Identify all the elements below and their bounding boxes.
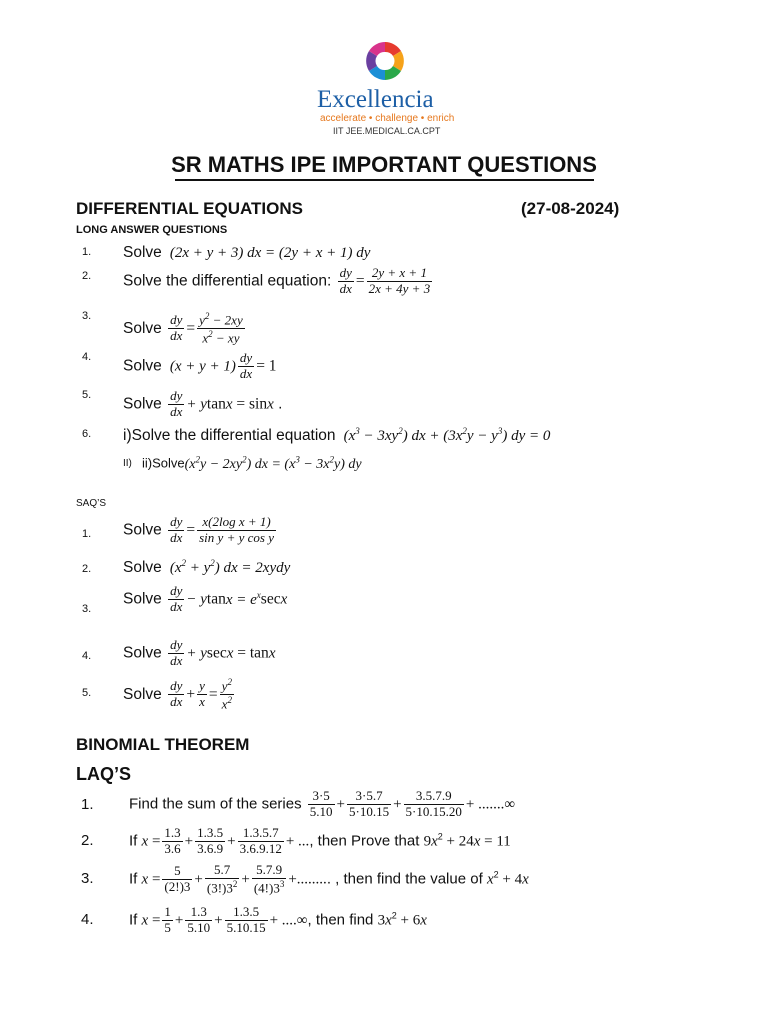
q6-text: i)Solve the differential equation (123, 427, 336, 444)
q-number: 2. (82, 270, 92, 282)
question-3: Solve $\frac{dy}{dx}$ = $\frac{y^2 - 2xy}{x^2 - xy}$ (123, 311, 243, 346)
if-label: If (129, 832, 138, 850)
solve-label: Solve (123, 319, 162, 337)
question-1: Solve (2x + y + 3) dx = (2y + x + 1) dy (123, 244, 371, 261)
q-number: 1. (82, 246, 92, 258)
logo (310, 40, 460, 140)
logo-sub: IIT JEE.MEDICAL.CA.CPT (333, 126, 441, 136)
question-5: Solve $\frac{dy}{dx}$ + ytanx = sinx . (123, 388, 283, 419)
solve-label: Solve (123, 244, 162, 261)
q-number: 4. (81, 911, 94, 928)
section-title-binomial: BINOMIAL THEOREM (76, 735, 250, 754)
logo-swirl-icon (364, 40, 406, 82)
logo-tagline: accelerate • challenge • enrich (320, 113, 455, 124)
q2-text: Solve the differential equation: (123, 272, 332, 290)
saq-question-2: Solve $(x^2 + y^2)$ dx = 2xydy (123, 558, 291, 576)
solve-label: Solve (123, 590, 162, 608)
binomial-question-3: If x = $\frac{5}{(2!)3}$ + $\frac{5.7}{(3!)3^2}$ + $\frac{5.7.9}{(4!)3^3}$ +......... , then find the value of $x^2 + 4x$ (129, 862, 529, 896)
laq-subtitle: LONG ANSWER QUESTIONS (76, 224, 228, 236)
solve-label: Solve (123, 357, 162, 375)
q2-text: , then Prove that (309, 832, 420, 850)
q6b-text: ii)Solve (142, 455, 185, 471)
binomial-question-2: If x = $\frac{1.3}{3.6}$ + $\frac{1.3.5}{3.6.9}$ + $\frac{1.3.5.7}{3.6.9.12}$ + ..., then Prove that $9x^2 + 24x = 11$ (129, 825, 511, 856)
binomial-question-1: Find the sum of the series $\frac{3\cdot 5}{5.10}$ + $\frac{3\cdot 5.7}{5\cdot 10.15}$ + $\frac{3.5.7.9}{5\cdot 10.15.20}$ + .......∞ (129, 788, 516, 819)
solve-label: Solve (123, 521, 162, 539)
q-number: 3. (81, 870, 94, 887)
section-date: (27-08-2024) (521, 199, 620, 218)
solve-label: Solve (123, 395, 162, 413)
question-6b: $ii)Solve(x^2y - 2xy^2)$ dx = $(x^3 - 3x^2y)$ dy (142, 454, 362, 472)
q-number: 6. (82, 428, 92, 440)
saq-title: SAQ’S (76, 498, 107, 509)
laq-title: LAQ’S (76, 764, 132, 784)
saq-question-5: Solve $\frac{dy}{dx}$ + $\frac{y}{x}$ = $\frac{y^2}{x^2}$ (123, 677, 232, 712)
q-number: 3. (82, 603, 92, 615)
if-label: If (129, 870, 138, 888)
q-number: 5. (82, 687, 92, 699)
question-4: Solve (x + y + 1) $\frac{dy}{dx}$ = 1 (123, 350, 277, 381)
q-number: 2. (82, 563, 92, 575)
saq-question-1: Solve $\frac{dy}{dx}$ = $\frac{\text{x(2log x + 1)}}{\text{sin y + y cos y}}$ (123, 514, 274, 545)
q-number: 4. (82, 650, 92, 662)
if-label: If (129, 911, 138, 929)
solve-label: Solve (123, 559, 162, 576)
page-title: SR MATHS IPE IMPORTANT QUESTIONS (171, 152, 597, 177)
solve-label: Solve (123, 644, 162, 662)
question-2: Solve the differential equation: $\frac{dy}{dx}$ = $\frac{2y + x + 1}{2x + 4y + 3}$ (123, 265, 431, 296)
question-6: i)Solve the differential equation $(x^3 - 3xy^2)$ dx + $(3x^2y - y^3)$ dy = 0 (123, 426, 551, 444)
binomial-question-4: If x = $\frac{1}{5}$ + $\frac{1.3}{5.10}$ + $\frac{1.3.5}{5.10.15}$ + ....∞, then find $3x^2 + 6x$ (129, 904, 427, 935)
q-number: 1. (82, 528, 92, 540)
q3-text: . , then find the value of (326, 870, 483, 888)
section-title-differential: DIFFERENTIAL EQUATIONS (76, 199, 303, 218)
q1-text: Find the sum of the series (129, 795, 302, 813)
q-number: 1. (81, 796, 94, 813)
q6b-label: II) (123, 458, 132, 469)
title-underline (175, 179, 594, 181)
solve-label: Solve (123, 685, 162, 703)
logo-brand: Excellencia (317, 86, 434, 113)
q-number: 4. (82, 351, 92, 363)
q-number: 2. (81, 832, 94, 849)
q4-text: , then find (307, 911, 374, 929)
q-number: 5. (82, 389, 92, 401)
saq-question-4: Solve $\frac{dy}{dx}$ + ysecx = tanx (123, 637, 276, 668)
q-number: 3. (82, 310, 92, 322)
saq-question-3: Solve $\frac{dy}{dx}$ − $ytanx = e^x\sec x$ (123, 583, 288, 614)
